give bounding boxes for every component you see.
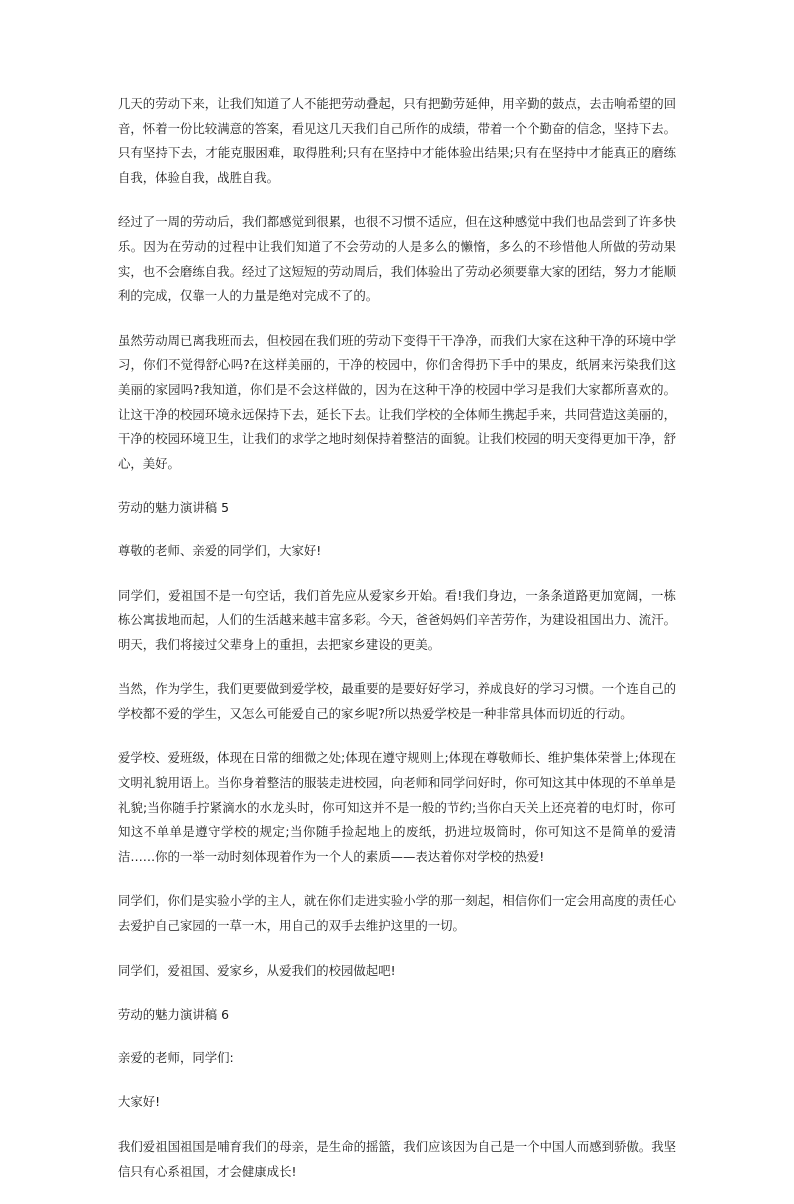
greeting-speech-6: 大家好! — [118, 1094, 161, 1110]
paragraph-daily-details: 爱学校、爱班级，体现在日常的细微之处;体现在遵守规则上;体现在尊敬师长、维护集体荣誉上;体现在文明礼貌用语上。当你身着整洁的服装走进校园，向老师和同学问好时，你可知这其中体现的不单单是礼貌;当你随手拧紧滴水的水龙头时，你可知这并不是一般的节约;当你白天关上还亮着的电灯时，你可知这不单单是遵守学校的规定;当你随手捡起地上的废纸，扔进垃圾筒时，你可知这不是简单的爱清洁……你的一举一动时刻体现着作为一个人的素质——表达着你对学校的热爱! — [118, 750, 676, 864]
section-title-speech-5: 劳动的魅力演讲稿 5 — [118, 500, 229, 516]
document-page — [118, 92, 676, 1204]
paragraph-love-school: 当然，作为学生，我们更要做到爱学校，最重要的是要好好学习，养成良好的学习习惯。一个连自己的学校都不爱的学生，又怎么可能爱自己的家乡呢?所以热爱学校是一种非常具体而切近的行动。 — [118, 681, 676, 721]
greeting-speech-5: 尊敬的老师、亲爱的同学们，大家好! — [118, 542, 322, 558]
salutation-speech-6: 亲爱的老师，同学们: — [118, 1049, 234, 1065]
paragraph-love-hometown: 同学们，爱祖国不是一句空话，我们首先应从爱家乡开始。看!我们身边，一条条道路更加宽阔，一栋栋公寓拔地而起，人们的生活越来越丰富多彩。今天，爸爸妈妈们辛苦劳作，为建设祖国出力、流汗。明天，我们将接过父辈身上的重担，去把家乡建设的更美。 — [118, 587, 676, 652]
paragraph-closing-call: 同学们，爱祖国、爱家乡，从爱我们的校园做起吧! — [118, 962, 396, 978]
paragraph-labor-reflection: 几天的劳动下来，让我们知道了人不能把劳动叠起，只有把勤劳延伸，用辛勤的鼓点，去击响希望的回音，怀着一份比较满意的答案，看见这几天我们自己所作的成绩，带着一个个勤奋的信念，坚持下去。只有坚持下去，才能克服困难，取得胜利;只有在坚持中才能体验出结果;只有在坚持中才能真正的磨练自我，体验自我，战胜自我。 — [118, 96, 676, 185]
section-title-speech-6: 劳动的魅力演讲稿 6 — [118, 1007, 229, 1023]
paragraph-school-masters: 同学们，你们是实验小学的主人，就在你们走进实验小学的那一刻起，相信你们一定会用高度的责任心去爱护自己家园的一草一木，用自己的双手去维护这里的一切。 — [118, 893, 676, 934]
paragraph-labor-week-feeling: 经过了一周的劳动后，我们都感觉到很累，也很不习惯不适应，但在这种感觉中我们也品尝到了许多快乐。因为在劳动的过程中让我们知道了不会劳动的人是多么的懒惰，多么的不珍惜他人所做的劳动果实，也不会磨练自我。经过了这短短的劳动周后，我们体验出了劳动必须要靠大家的团结，努力才能顺利的完成，仅靠一人的力量是绝对完成不了的。 — [118, 214, 676, 304]
paragraph-clean-campus: 虽然劳动周已离我班而去，但校园在我们班的劳动下变得干干净净，而我们大家在这种干净的环境中学习，你们不觉得舒心吗?在这样美丽的，干净的校园中，你们舍得扔下手中的果皮，纸屑来污染我们这美丽的家园吗?我知道，你们是不会这样做的，因为在这种干净的校园中学习是我们大家都所喜欢的。让这干净的校园环境永远保持下去，延长下去。让我们学校的全体师生携起手来，共同营造这美丽的，干净的校园环境卫生，让我们的求学之地时刻保持着整洁的面貌。让我们校园的明天变得更加干净，舒心，美好。 — [118, 332, 676, 471]
paragraph-love-motherland: 我们爱祖国祖国是哺育我们的母亲，是生命的摇篮，我们应该因为自己是一个中国人而感到骄傲。我坚信只有心系祖国，才会健康成长! — [118, 1139, 676, 1179]
